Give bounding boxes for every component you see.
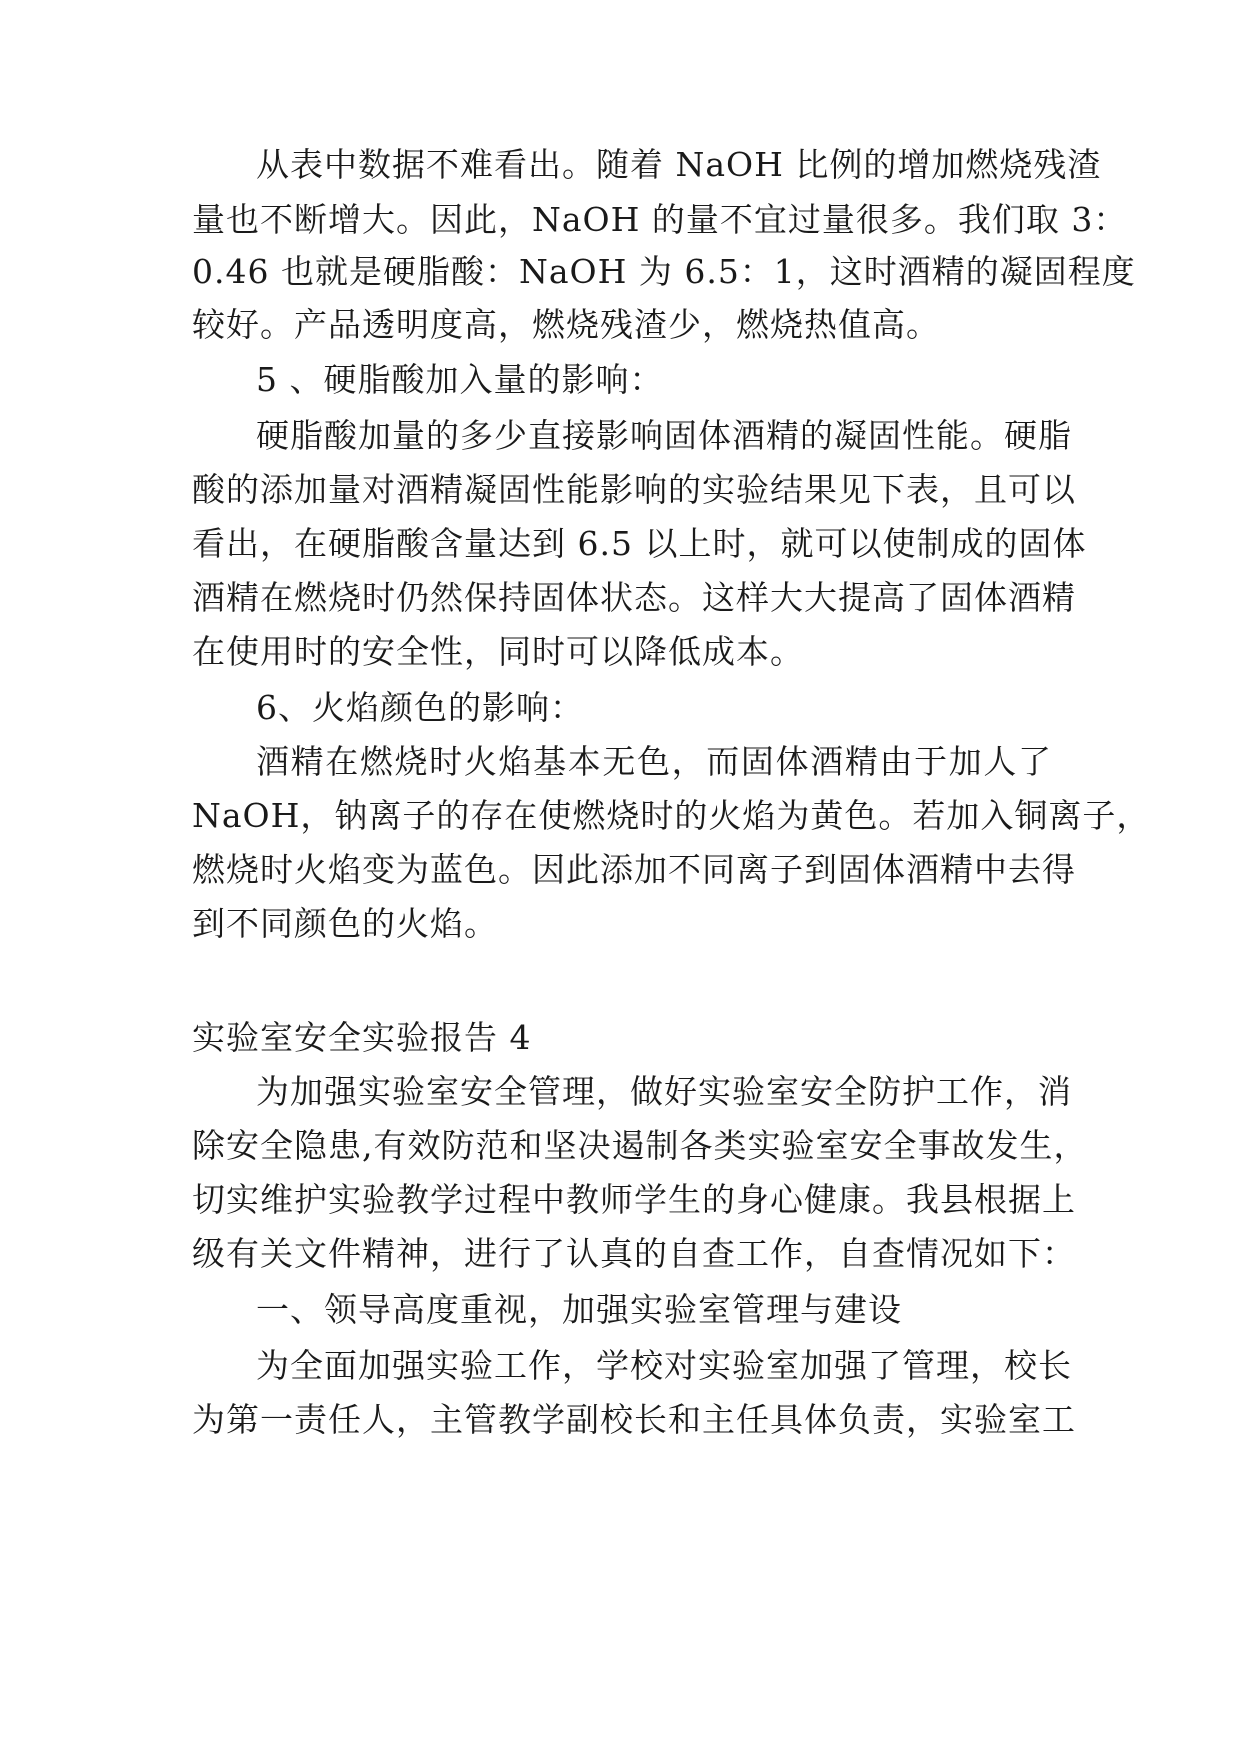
report-intro-line: 级有关文件精神，进行了认真的自查工作，自查情况如下：: [192, 1234, 1076, 1273]
section-5-paragraph-line: 看出，在硬脂酸含量达到 6.5 以上时，就可以使制成的固体: [192, 524, 1087, 563]
report-intro-line: 切实维护实验教学过程中教师学生的身心健康。我县根据上: [192, 1180, 1076, 1219]
naoh-paragraph-line: 0.46 也就是硬脂酸：NaOH 为 6.5：1，这时酒精的凝固程度: [192, 252, 1136, 291]
section-6-heading: 6、火焰颜色的影响：: [256, 688, 584, 727]
section-5-paragraph-line: 硬脂酸加量的多少直接影响固体酒精的凝固性能。硬脂: [256, 416, 1072, 455]
section-5-paragraph-line: 酸的添加量对酒精凝固性能影响的实验结果见下表，且可以: [192, 470, 1076, 509]
section-6-paragraph-line: 燃烧时火焰变为蓝色。因此添加不同离子到固体酒精中去得: [192, 850, 1076, 889]
report-intro-line: 为加强实验室安全管理，做好实验室安全防护工作，消: [256, 1072, 1072, 1111]
report-intro-line: 除安全隐患,有效防范和坚决遏制各类实验室安全事故发生，: [192, 1126, 1088, 1165]
section-6-paragraph-line: NaOH，钠离子的存在使燃烧时的火焰为黄色。若加入铜离子，: [192, 796, 1151, 835]
section-5-heading: 5 、硬脂酸加入量的影响：: [256, 360, 664, 399]
section-5-paragraph-line: 在使用时的安全性，同时可以降低成本。: [192, 632, 804, 671]
report-body-line: 为第一责任人，主管教学副校长和主任具体负责，实验室工: [192, 1400, 1076, 1439]
naoh-paragraph-line: 从表中数据不难看出。随着 NaOH 比例的增加燃烧残渣: [256, 145, 1102, 184]
report-body-line: 为全面加强实验工作，学校对实验室加强了管理，校长: [256, 1346, 1072, 1385]
naoh-paragraph-line: 较好。产品透明度高，燃烧残渣少，燃烧热值高。: [192, 305, 940, 344]
section-6-paragraph-line: 酒精在燃烧时火焰基本无色，而固体酒精由于加人了: [256, 742, 1052, 781]
section-6-paragraph-line: 到不同颜色的火焰。: [192, 904, 498, 943]
section-5-paragraph-line: 酒精在燃烧时仍然保持固体状态。这样大大提高了固体酒精: [192, 578, 1076, 617]
report-subheading: 一、领导高度重视，加强实验室管理与建设: [256, 1290, 902, 1329]
naoh-paragraph-line: 量也不断增大。因此，NaOH 的量不宜过量很多。我们取 3：: [192, 200, 1128, 239]
report-title: 实验室安全实验报告 4: [192, 1018, 532, 1057]
